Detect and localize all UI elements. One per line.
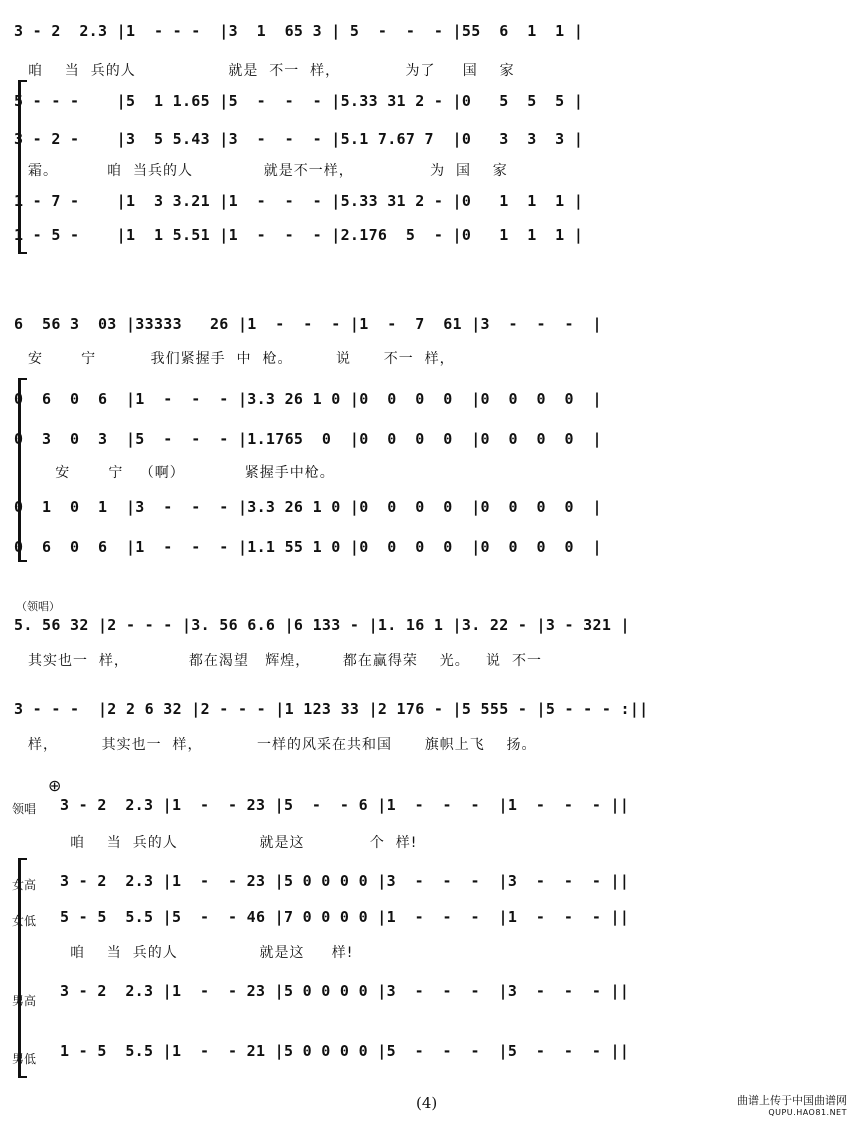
staff-line: 5 - - - |5 1 1.65 |5 - - - |5.33 31 2 - |0 5 5 5 |: [14, 92, 584, 110]
staff-line: 3 - 2 2.3 |1 - - 23 |5 0 0 0 0 |3 - - - |3 - - - ||: [60, 982, 630, 1000]
staff-line: 0 6 0 6 |1 - - - |1.1 55 1 0 |0 0 0 0 |0 0 0 0 |: [14, 538, 602, 556]
lyric-line: 咱 当 兵的人 就是这 个 样!: [70, 835, 418, 851]
staff-line: 1 - 7 - |1 3 3.21 |1 - - - |5.33 31 2 - |0 1 1 1 |: [14, 192, 584, 210]
staff-line: 1 - 5 - |1 1 5.51 |1 - - - |2.176 5 - |0 1 1 1 |: [14, 226, 584, 244]
staff-line: 1 - 5 5.5 |1 - - 21 |5 0 0 0 0 |5 - - - |5 - - - ||: [60, 1042, 630, 1060]
part-label: 男高: [12, 994, 37, 1008]
part-label: 女高: [12, 878, 37, 892]
lyric-line: 样， 其实也一 样， 一样的风采在共和国 旗帜上飞 扬。: [28, 737, 537, 753]
lead-singer-label: （领唱）: [16, 600, 60, 613]
staff-line: 3 - - - |2 2 6 32 |2 - - - |1 123 33 |2 176 - |5 555 - |5 - - - :||: [14, 700, 649, 718]
part-label: 女低: [12, 914, 37, 928]
staff-line: 0 3 0 3 |5 - - - |1.1765 0 |0 0 0 0 |0 0 0 0 |: [14, 430, 602, 448]
staff-line: 3 - 2 2.3 |1 - - - |3 1 65 3 | 5 - - - |55 6 1 1 |: [14, 22, 584, 40]
staff-line: 5. 56 32 |2 - - - |3. 56 6.6 |6 133 - |1. 16 1 |3. 22 - |3 - 321 |: [14, 616, 630, 634]
staff-line: 0 1 0 1 |3 - - - |3.3 26 1 0 |0 0 0 0 |0 0 0 0 |: [14, 498, 602, 516]
lyric-line: 咱 当 兵的人 就是 不一 样， 为了 国 家: [28, 63, 515, 79]
lyric-line: 咱 当 兵的人 就是这 样!: [70, 945, 354, 961]
staff-line: 0 6 0 6 |1 - - - |3.3 26 1 0 |0 0 0 0 |0 0 0 0 |: [14, 390, 602, 408]
staff-line: 6 56 3 03 |33333 26 |1 - - - |1 - 7 61 |3 - - - |: [14, 315, 602, 333]
lyric-line: 安 宁 （啊） 紧握手中枪。: [28, 465, 335, 481]
lyric-line: 其实也一 样， 都在渴望 辉煌， 都在赢得荣 光。 说 不一: [28, 653, 542, 669]
staff-line: 3 - 2 2.3 |1 - - 23 |5 - - 6 |1 - - - |1 - - - ||: [60, 796, 630, 814]
watermark-url: QUPU.HAO81.NET: [768, 1108, 847, 1117]
part-label: 领唱: [12, 802, 37, 816]
staff-line: 3 - 2 - |3 5 5.43 |3 - - - |5.1 7.67 7 |0 3 3 3 |: [14, 130, 584, 148]
lyric-line: 安 宁 我们紧握手 中 枪。 说 不一 样，: [28, 351, 455, 367]
staff-line: 5 - 5 5.5 |5 - - 46 |7 0 0 0 0 |1 - - - |1 - - - ||: [60, 908, 630, 926]
coda-symbol: ⊕: [48, 776, 62, 795]
watermark-line: 曲谱上传于中国曲谱网: [737, 1094, 847, 1107]
page-number: (4): [416, 1094, 438, 1112]
site-watermark: [737, 1095, 847, 1119]
staff-line: 3 - 2 2.3 |1 - - 23 |5 0 0 0 0 |3 - - - |3 - - - ||: [60, 872, 630, 890]
part-label: 男低: [12, 1052, 37, 1066]
lyric-line: 霜。 咱 当兵的人 就是不一样， 为 国 家: [28, 163, 508, 179]
